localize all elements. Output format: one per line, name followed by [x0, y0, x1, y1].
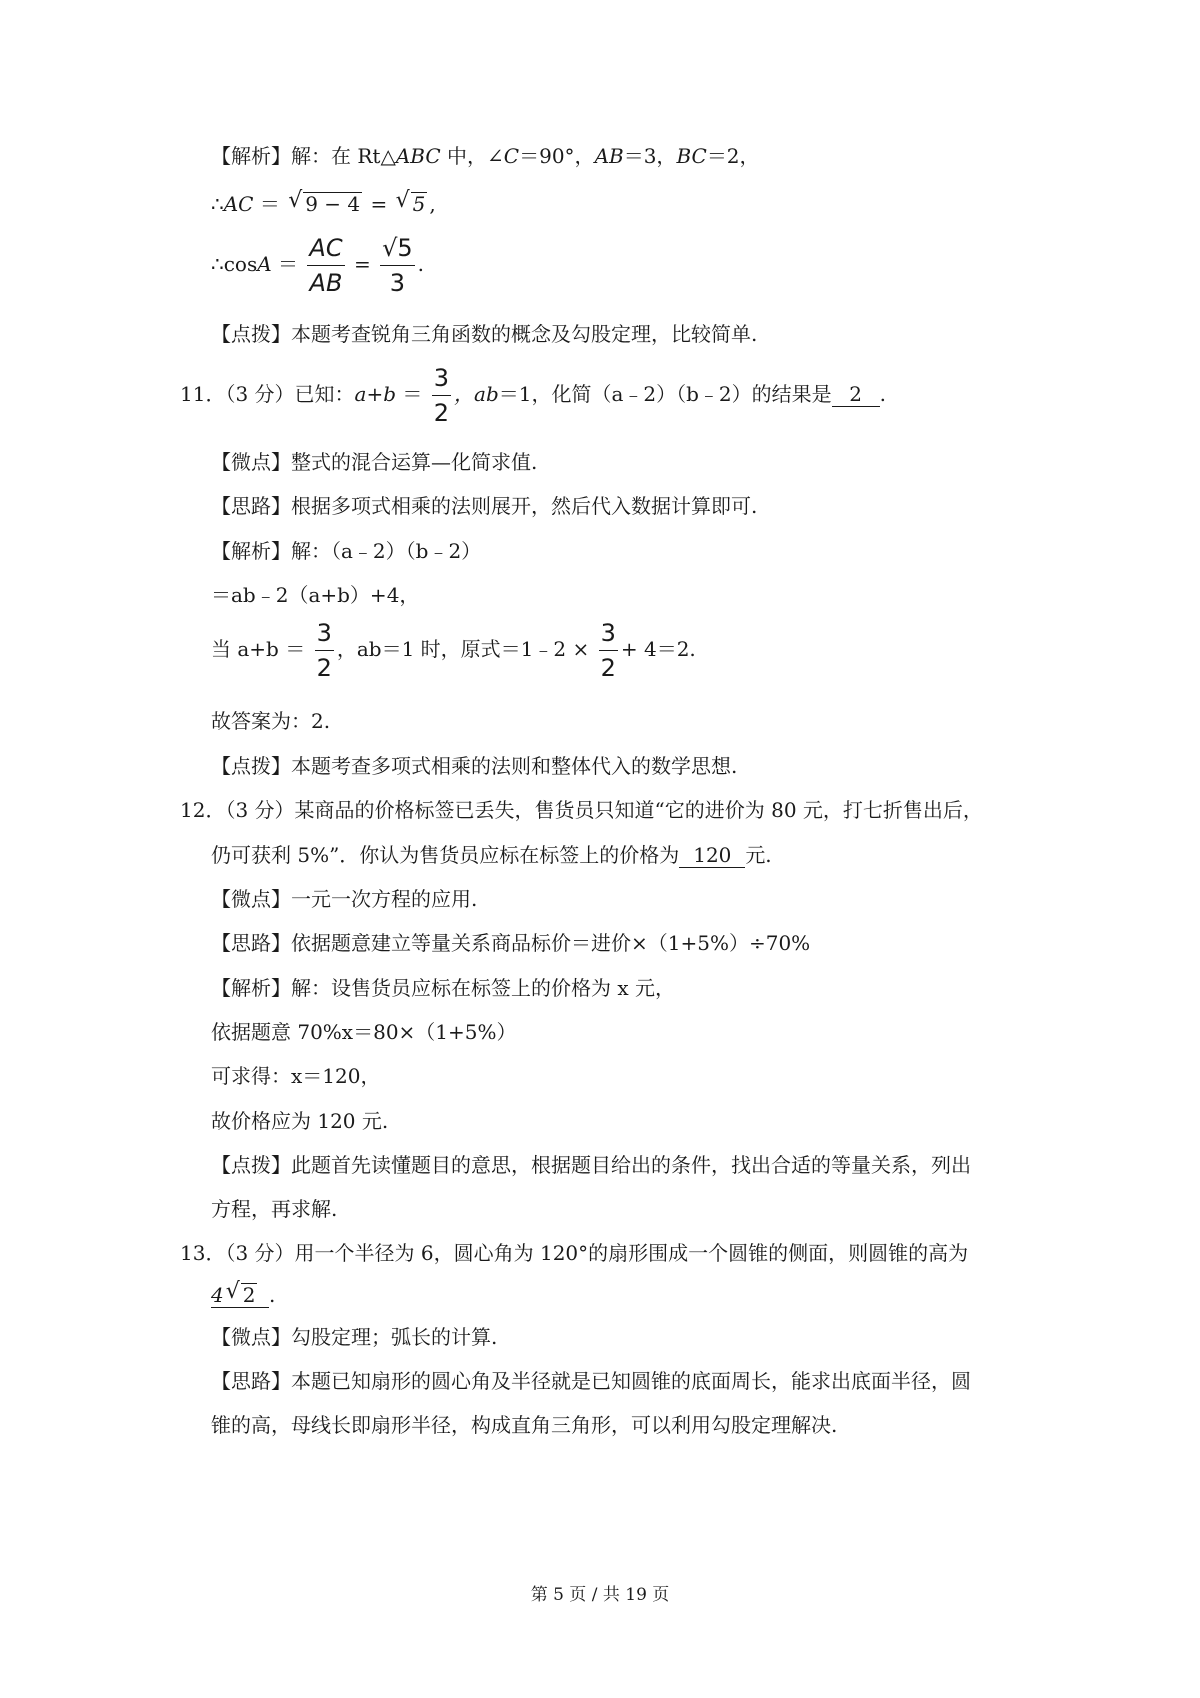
text: . [879, 382, 887, 406]
fraction-3-2 [315, 618, 334, 683]
coefficient: 4 [211, 1283, 224, 1307]
answer-blank [211, 1279, 269, 1308]
text: 仍可获利 5%”．你认为售货员应标在标签上的价格为 [211, 843, 680, 867]
idea-11 [211, 493, 757, 519]
micro-point-11 [211, 449, 537, 475]
text: = [347, 252, 378, 276]
question-11 [180, 363, 886, 428]
text: ∴ [211, 192, 224, 216]
analysis-11-step2 [211, 582, 419, 608]
text: ＝ab﹣2（a+b）+4， [211, 583, 420, 607]
text: 解：设售货员应标在标签上的价格为 x 元， [291, 976, 675, 1000]
text: 方程，再求解. [211, 1197, 338, 1221]
text: 本题考查锐角三角函数的概念及勾股定理，比较简单. [291, 322, 758, 346]
text: ＝3， [623, 144, 677, 168]
text: 中，∠ [440, 144, 504, 168]
section-label: 【点拨】 [211, 322, 291, 346]
text: ＝ [253, 192, 280, 216]
var: BC [676, 144, 707, 168]
radicand: 9 − 4 [305, 192, 361, 216]
text: ＝ [271, 252, 299, 276]
section-label: 【解析】 [211, 976, 291, 1000]
ac-equation [211, 188, 436, 217]
question-13-answer [211, 1279, 276, 1308]
answer-blank: 120 [679, 843, 745, 868]
text: 一元一次方程的应用. [291, 887, 478, 911]
section-label: 【微点】 [211, 450, 291, 474]
text: 可求得：x＝120， [211, 1064, 381, 1088]
radicand: 5 [412, 192, 426, 216]
fraction-3-2 [432, 363, 451, 428]
tip-line-10 [211, 321, 757, 347]
text: 整式的混合运算—化简求值. [291, 450, 538, 474]
text: , [429, 192, 436, 216]
question-12-line2 [211, 842, 772, 868]
fraction-3-2-b [599, 618, 618, 683]
numerator: 3 [316, 619, 332, 647]
answer-blank: 2 [832, 382, 880, 407]
text: 本题已知扇形的圆心角及半径就是已知圆锥的底面周长，能求出底面半径，圆 [291, 1369, 971, 1393]
denominator: 2 [432, 395, 451, 428]
micro-point-12 [211, 886, 477, 912]
section-label: 【点拨】 [211, 754, 291, 778]
text: . [269, 1283, 276, 1307]
denominator: AB [307, 265, 344, 298]
tip-11 [211, 753, 737, 779]
var: AB [594, 144, 624, 168]
text: 12．（3 分）某商品的价格标签已丢失，售货员只知道“它的进价为 80 元，打七折售出后， [180, 798, 983, 822]
var: C [503, 144, 520, 168]
idea-13-line2 [211, 1412, 837, 1438]
section-label: 【解析】 [211, 539, 291, 563]
analysis-12 [211, 975, 675, 1001]
var: ABC [395, 144, 441, 168]
idea-13 [211, 1368, 971, 1394]
tip-12 [211, 1152, 971, 1178]
var: a+b [354, 382, 397, 406]
text: ＝90°， [519, 144, 595, 168]
page-footer: 第 5 页 / 共 19 页 [530, 1585, 670, 1605]
sqrt-5: √ 5 [395, 188, 426, 216]
analysis-12-step2 [211, 1019, 517, 1045]
text: 依据题意建立等量关系商品标价＝进价×（1+5%）÷70% [291, 931, 811, 955]
text: ∴cos [211, 252, 258, 276]
idea-12 [211, 930, 810, 956]
analysis-12-step4 [211, 1108, 388, 1134]
fraction-ac-ab [307, 233, 344, 298]
text: 11．（3 分）已知： [180, 382, 355, 406]
analysis-11 [211, 538, 481, 564]
text: ＝1，化简（a﹣2）（b﹣2）的结果是 [498, 382, 832, 406]
denominator: 2 [599, 650, 618, 683]
text: + 4＝2. [620, 637, 696, 661]
text: = [364, 192, 394, 216]
var: ，ab [454, 382, 499, 406]
denominator: 3 [380, 265, 415, 298]
section-label: 【微点】 [211, 887, 291, 911]
micro-point-13 [211, 1324, 497, 1350]
text: ＝2， [706, 144, 760, 168]
text: 根据多项式相乘的法则展开，然后代入数据计算即可. [291, 494, 758, 518]
text: 故价格应为 120 元. [211, 1109, 389, 1133]
fraction-sqrt5-3 [380, 233, 415, 298]
text: 当 a+b ＝ [211, 637, 306, 661]
section-label: 【思路】 [211, 931, 291, 955]
text: 此题首先读懂题目的意思，根据题目给出的条件，找出合适的等量关系，列出 [291, 1153, 971, 1177]
section-label: 【解析】 [211, 144, 291, 168]
section-label: 【思路】 [211, 494, 291, 518]
text: 依据题意 70%x＝80×（1+5%） [211, 1020, 517, 1044]
section-label: 【点拨】 [211, 1153, 291, 1177]
analysis-11-step3 [211, 618, 696, 683]
section-label: 【微点】 [211, 1325, 291, 1349]
analysis-12-step3 [211, 1063, 380, 1089]
radicand: 2 [242, 1283, 256, 1307]
numerator: AC [309, 234, 343, 262]
sqrt-9-minus-4: √ 9 − 4 [288, 188, 361, 216]
answer-11 [211, 708, 330, 734]
text: . [417, 252, 424, 276]
text: 本题考查多项式相乘的法则和整体代入的数学思想. [291, 754, 738, 778]
denominator: 2 [315, 650, 334, 683]
text: 勾股定理；弧长的计算. [291, 1325, 498, 1349]
tip-12-line2 [211, 1196, 337, 1222]
question-12 [180, 797, 983, 823]
text: 解：（a﹣2）（b﹣2） [291, 539, 482, 563]
numerator: √5 [382, 234, 413, 262]
text: 元. [745, 843, 772, 867]
text: 故答案为：2. [211, 709, 331, 733]
cos-equation [211, 233, 424, 298]
text: 13．（3 分）用一个半径为 6，圆心角为 120°的扇形围成一个圆锥的侧面，则圆锥的高为 [180, 1241, 969, 1265]
sqrt-2: √ 2 [225, 1279, 256, 1307]
text: ＝ [396, 382, 423, 406]
var: A [257, 252, 272, 276]
text: 解：在 Rt△ [291, 144, 396, 168]
question-13 [180, 1240, 968, 1266]
text: ，ab＝1 时，原式＝1﹣2 × [336, 637, 590, 661]
text: 锥的高，母线长即扇形半径，构成直角三角形，可以利用勾股定理解决. [211, 1413, 838, 1437]
var: AC [223, 192, 254, 216]
analysis-line-10 [211, 143, 760, 169]
numerator: 3 [433, 364, 450, 392]
numerator: 3 [600, 619, 616, 647]
section-label: 【思路】 [211, 1369, 291, 1393]
